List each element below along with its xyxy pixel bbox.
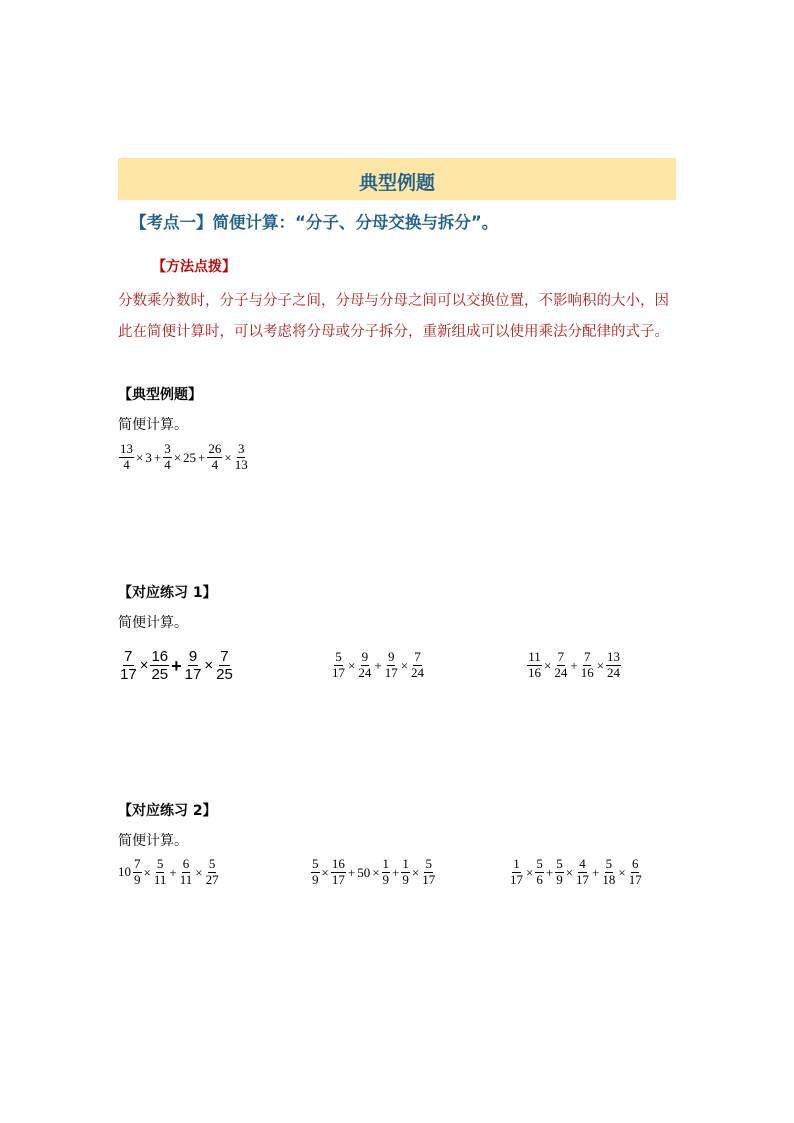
numerator: 1 — [382, 856, 390, 871]
practice2-expression-2 — [310, 857, 437, 888]
fraction — [119, 648, 138, 684]
times-sign: × — [204, 657, 214, 675]
fraction — [184, 648, 203, 684]
numerator: 9 — [387, 649, 395, 664]
section-banner — [118, 158, 676, 200]
denominator: 9 — [134, 871, 141, 887]
plus-sign: + — [347, 864, 356, 880]
numerator: 7 — [557, 649, 565, 664]
numerator: 6 — [182, 856, 190, 871]
times-sign: × — [618, 864, 626, 880]
times-sign: × — [596, 657, 605, 673]
numerator: 26 — [208, 441, 222, 456]
practice1-label: 【对应练习 1】 — [118, 585, 217, 601]
fraction — [628, 857, 643, 888]
fraction — [234, 442, 249, 473]
denominator: 17 — [331, 871, 345, 887]
times-sign: × — [321, 864, 329, 880]
practice1-instruction: 简便计算。 — [118, 615, 188, 631]
fraction — [153, 857, 168, 888]
denominator: 4 — [211, 456, 219, 472]
numerator: 5 — [605, 856, 613, 871]
fraction — [575, 857, 590, 888]
denominator: 24 — [554, 664, 568, 680]
numerator: 16 — [331, 856, 345, 871]
fraction — [150, 648, 169, 684]
fraction — [331, 650, 346, 681]
fraction — [384, 650, 399, 681]
numerator: 16 — [151, 648, 169, 665]
fraction — [205, 857, 220, 888]
fraction — [179, 857, 194, 888]
denominator: 4 — [123, 456, 130, 472]
denominator: 9 — [312, 871, 319, 887]
plus-sign: + — [570, 657, 578, 673]
practice2-label: 【对应练习 2】 — [118, 803, 217, 819]
times-sign: × — [544, 657, 552, 673]
practice1-expression-2 — [330, 650, 426, 681]
denominator: 17 — [332, 664, 345, 680]
fraction — [606, 650, 621, 681]
numerator: 5 — [208, 856, 216, 871]
number: 25 — [183, 449, 197, 465]
numerator: 9 — [361, 649, 369, 664]
numerator: 5 — [536, 856, 543, 871]
numerator: 3 — [164, 441, 171, 456]
fraction — [311, 857, 320, 888]
numerator: 9 — [188, 648, 198, 665]
denominator: 18 — [602, 871, 616, 887]
practice2-expression-1 — [118, 857, 221, 888]
fraction — [580, 650, 595, 681]
numerator: 7 — [583, 649, 591, 664]
denominator: 16 — [528, 664, 541, 680]
fraction — [215, 648, 234, 684]
numerator: 1 — [402, 856, 409, 871]
example-expression — [118, 442, 250, 473]
fraction — [163, 442, 172, 473]
times-sign: × — [173, 449, 182, 465]
denominator: 24 — [411, 664, 425, 680]
denominator: 25 — [151, 666, 169, 684]
numerator: 5 — [335, 649, 342, 664]
times-sign: × — [565, 864, 574, 880]
denominator: 17 — [422, 871, 436, 887]
times-sign: × — [139, 657, 149, 675]
example-instruction: 简便计算。 — [118, 417, 188, 433]
numerator: 4 — [579, 856, 586, 871]
fraction — [535, 857, 544, 888]
plus-sign: + — [392, 864, 400, 880]
times-sign: × — [224, 449, 232, 465]
numerator: 13 — [120, 441, 133, 456]
fraction — [527, 650, 542, 681]
times-sign: × — [136, 449, 144, 465]
times-sign: × — [526, 864, 534, 880]
method-heading: 【方法点拨】 — [152, 259, 236, 275]
denominator: 4 — [164, 456, 171, 472]
numerator: 5 — [156, 856, 164, 871]
denominator: 16 — [580, 664, 594, 680]
fraction — [601, 857, 616, 888]
numerator: 7 — [414, 649, 421, 664]
method-text: 分数乘分数时，分子与分子之间，分母与分母之间可以交换位置，不影响积的大小，因此在简便计算时，可以考虑将分母或分子拆分，重新组成可以使用乘法分配律的式子。 — [118, 293, 669, 340]
fraction — [553, 650, 568, 681]
fraction — [357, 650, 372, 681]
denominator: 17 — [384, 664, 398, 680]
plus-sign: + — [545, 864, 554, 880]
practice1-expression-1 — [118, 648, 235, 684]
denominator: 9 — [382, 871, 390, 887]
example-label: 【典型例题】 — [118, 387, 202, 403]
denominator: 17 — [576, 871, 590, 887]
denominator: 25 — [216, 666, 233, 684]
numerator: 13 — [607, 649, 621, 664]
fraction — [133, 857, 142, 888]
denominator: 24 — [607, 664, 621, 680]
numerator: 1 — [513, 856, 520, 871]
numerator: 6 — [631, 856, 639, 871]
numerator: 5 — [312, 856, 319, 871]
plus-sign: + — [169, 864, 177, 880]
fraction — [119, 442, 134, 473]
denominator: 9 — [402, 871, 409, 887]
fraction — [410, 650, 425, 681]
fraction — [382, 857, 391, 888]
whole-number: 10 — [118, 864, 131, 880]
denominator: 13 — [234, 456, 248, 472]
times-sign: × — [411, 864, 420, 880]
denominator: 17 — [628, 871, 642, 887]
times-sign: × — [348, 657, 356, 673]
numerator: 7 — [220, 648, 229, 665]
practice2-instruction: 简便计算。 — [118, 833, 188, 849]
number: 3 — [145, 449, 152, 465]
denominator: 24 — [358, 664, 372, 680]
denominator: 17 — [184, 666, 202, 684]
denominator: 6 — [536, 871, 543, 887]
denominator: 17 — [510, 871, 523, 887]
denominator: 17 — [120, 666, 137, 684]
denominator: 9 — [556, 871, 563, 887]
fraction — [421, 857, 436, 888]
denominator: 11 — [153, 871, 167, 887]
plus-sign: + — [153, 449, 162, 465]
denominator: 11 — [179, 871, 193, 887]
fraction — [401, 857, 410, 888]
numerator: 5 — [425, 856, 432, 871]
practice1-expression-3 — [526, 650, 622, 681]
times-sign: × — [143, 864, 151, 880]
practice2-expression-3 — [508, 857, 644, 888]
fraction — [555, 857, 564, 888]
numerator: 3 — [237, 441, 245, 456]
times-sign: × — [372, 864, 380, 880]
numerator: 7 — [134, 856, 141, 871]
numerator: 7 — [124, 648, 133, 665]
fraction — [207, 442, 222, 473]
times-sign: × — [400, 657, 409, 673]
plus-sign: + — [374, 657, 382, 673]
plus-sign: + — [592, 864, 600, 880]
denominator: 27 — [205, 871, 219, 887]
fraction — [509, 857, 524, 888]
numerator: 5 — [556, 856, 563, 871]
plus-sign: + — [198, 449, 206, 465]
plus-sign: + — [171, 655, 182, 676]
numerator: 11 — [528, 649, 541, 664]
fraction — [331, 857, 346, 888]
point-heading: 【考点一】简便计算：“分子、分母交换与拆分”。 — [130, 213, 499, 232]
number: 50 — [357, 864, 371, 880]
banner-title: 典型例题 — [358, 172, 435, 194]
times-sign: × — [195, 864, 203, 880]
